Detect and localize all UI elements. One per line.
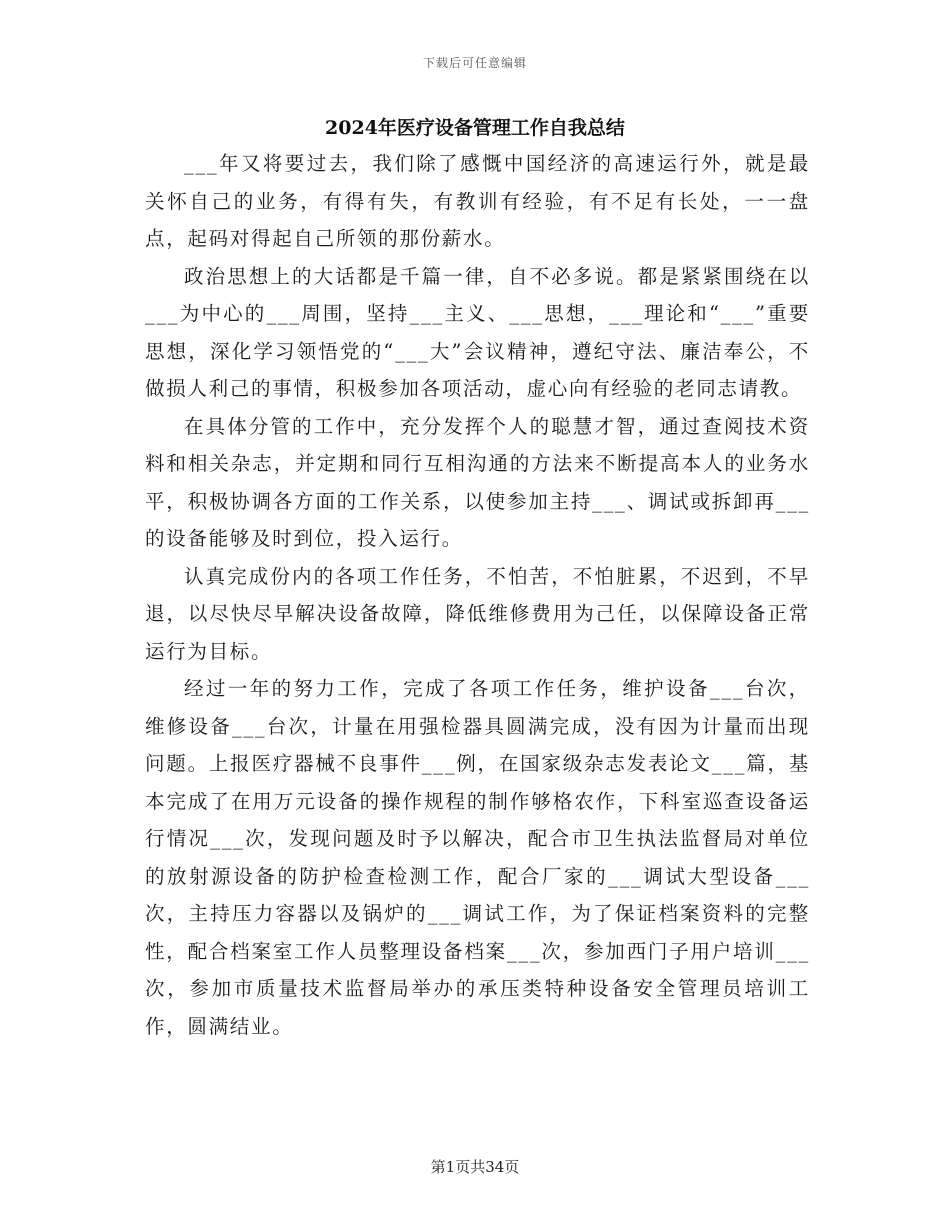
document-title: 2024年医疗设备管理工作自我总结 — [325, 117, 625, 139]
paragraph: 经过一年的努力工作，完成了各项工作任务，维护设备___台次，维修设备___台次，计量在用强检器具圆满完成，没有因为计量而出现问题。上报医疗器械不良事件___例，在国家级杂志发表论文___篇，基本完成了在用万元设备的操作规程的制作够格农作，下科室巡查设备运行情况___次，发现问题及时予以解决，配合市卫生执法监督局对单位的放射源设备的防护检查检测工作，配合厂家的___调试大型设备___次，主持压力容器以及锅炉的___调试工作，为了保证档案资料的完整性，配合档案室工作人员整理设备档案___次，参加西门子用户培训___次，参加市质量技术监督局举办的承压类特种设备安全管理员培训工作，圆满结业。 — [145, 677, 810, 1038]
paragraph: ___年又将要过去，我们除了感慨中国经济的高速运行外，就是最关怀自己的业务，有得有失，有教训有经验，有不足有长处，一一盘点，起码对得起自己所领的那份薪水。 — [145, 152, 810, 250]
paragraph: 在具体分管的工作中，充分发挥个人的聪慧才智，通过查阅技术资料和相关杂志，并定期和同行互相沟通的方法来不断提高本人的业务水平，积极协调各方面的工作关系，以使参加主持___、调试或拆卸再___的设备能够及时到位，投入运行。 — [145, 414, 810, 550]
paragraph: 政治思想上的大话都是千篇一律，自不必多说。都是紧紧围绕在以___为中心的___周围，坚持___主义、___思想，___理论和“___”重要思想，深化学习领悟党的“___大”会议精神，遵纪守法、廉洁奉公，不做损人利己的事情，积极参加各项活动，虚心向有经验的老同志请教。 — [145, 264, 810, 400]
page-number: 第1页共34页 — [430, 1158, 520, 1176]
header-note: 下载后可任意编辑 — [422, 56, 527, 70]
paragraph: 认真完成份内的各项工作任务，不怕苦，不怕脏累，不迟到，不早退，以尽快尽早解决设备故障，降低维修费用为己任，以保障设备正常运行为目标。 — [145, 564, 810, 663]
document-body — [145, 145, 810, 1045]
